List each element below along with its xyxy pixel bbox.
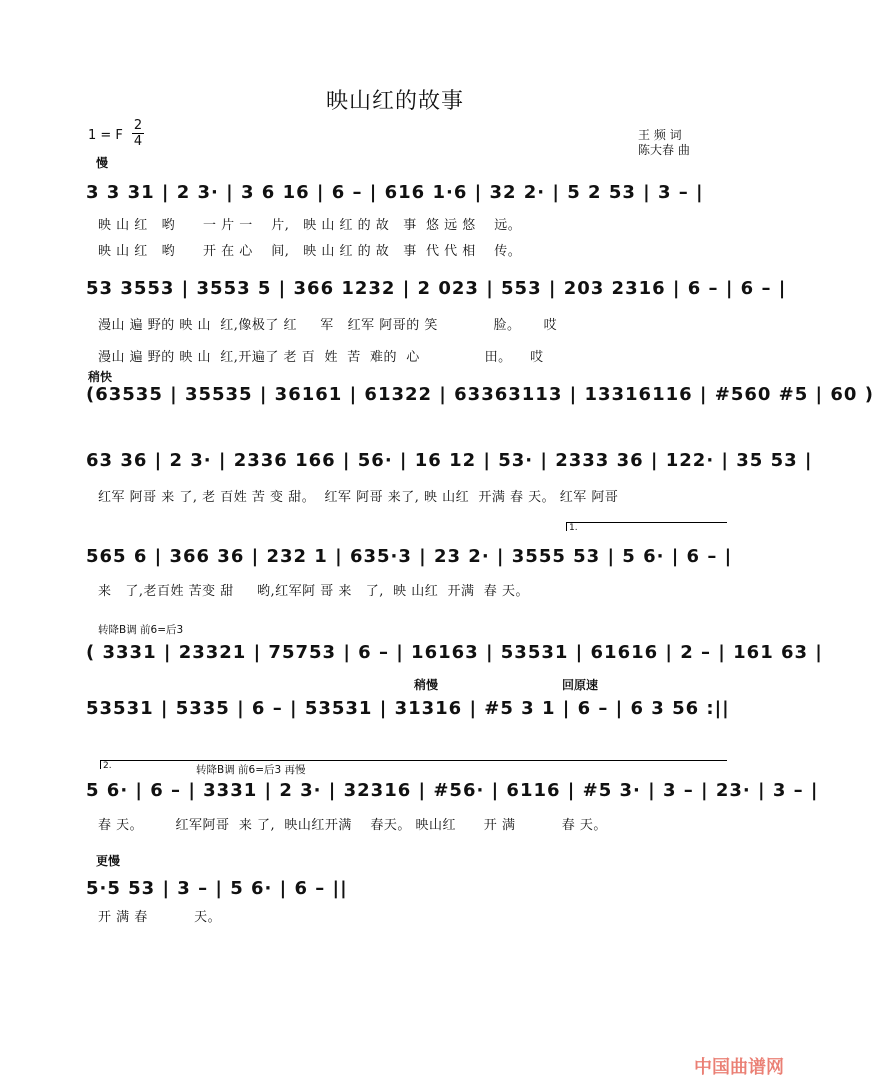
modulation-mark-1: 转降B调 前6=后3 [98,624,184,636]
tempo-faster: 稍快 [88,370,113,384]
volta-1: 1. [566,522,727,531]
notation-line: 63 36 | 2 3· | 2336 166 | 56· | 16 12 | 53· | 2333 36 | 122· | 35 53 | [86,449,813,471]
notation-line: 53531 | 5335 | 6 – | 53531 | 31316 | #5 3 1 | 6 – | 6 3 56 :|| [86,697,730,719]
notation-line: 565 6 | 366 36 | 232 1 | 635·3 | 23 2· | 3555 53 | 5 6· | 6 – | [86,545,733,567]
volta-2: 2. [100,760,727,769]
lyric-line: 映 山 红 哟 一 片 一 片, 映 山 红 的 故 事 悠 远 悠 远。 [98,218,522,233]
credits [638,128,690,158]
lyric-line: 漫山 遍 野的 映 山 红,开遍了 老 百 姓 苦 难的 心 田。 哎 [98,350,544,365]
tempo-slow: 慢 [96,156,109,170]
notation-line: 5 6· | 6 – | 3331 | 2 3· | 32316 | #56· | 6116 | #5 3· | 3 – | 23· | 3 – | [86,779,819,801]
lyric-line: 开 满 春 天。 [98,910,222,925]
lyric-line: 春 天。 红军阿哥 来 了, 映山红开满 春天。 映山红 开 满 春 天。 [98,818,607,833]
notation-line: 3 3 31 | 2 3· | 3 6 16 | 6 – | 616 1·6 | 32 2· | 5 2 53 | 3 – | [86,181,704,203]
key-signature: 1 = F [88,128,123,143]
lyric-line: 映 山 红 哟 开 在 心 间, 映 山 红 的 故 事 代 代 相 传。 [98,244,522,259]
modulation-mark-2: 转降B调 前6=后3 再慢 [196,764,306,776]
time-sig-bottom: 4 [133,134,143,149]
lyricist: 王 频 词 [638,128,682,142]
page-title: 映山红的故事 [325,89,464,114]
notation-line: 5·5 53 | 3 – | 5 6· | 6 – || [86,877,348,899]
notation-line: ( 3331 | 23321 | 75753 | 6 – | 16163 | 53531 | 61616 | 2 – | 161 63 | [86,641,823,663]
time-signature [132,118,144,149]
lyric-line: 漫山 遍 野的 映 山 红,像极了 红 军 红军 阿哥的 笑 脸。 哎 [98,318,558,333]
tempo-a-tempo: 回原速 [562,678,599,692]
notation-line: 53 3553 | 3553 5 | 366 1232 | 2 023 | 553 | 203 2316 | 6 – | 6 – | [86,277,787,299]
composer: 陈大春 曲 [638,143,690,157]
notation-line: (63535 | 35535 | 36161 | 61322 | 63363113 | 13316116 | #560 #5 | 60 ) [86,383,874,405]
tempo-slower: 稍慢 [414,678,439,692]
time-sig-top: 2 [133,118,143,133]
tempo-much-slower: 更慢 [96,854,121,868]
site-watermark: 中国曲谱网 [694,1057,784,1078]
lyric-line: 红军 阿哥 来 了, 老 百姓 苦 变 甜。 红军 阿哥 来了, 映 山红 开满 春 天。 红军 阿哥 [98,490,619,505]
lyric-line: 来 了,老百姓 苦变 甜 哟,红军阿 哥 来 了, 映 山红 开满 春 天。 [98,584,529,599]
